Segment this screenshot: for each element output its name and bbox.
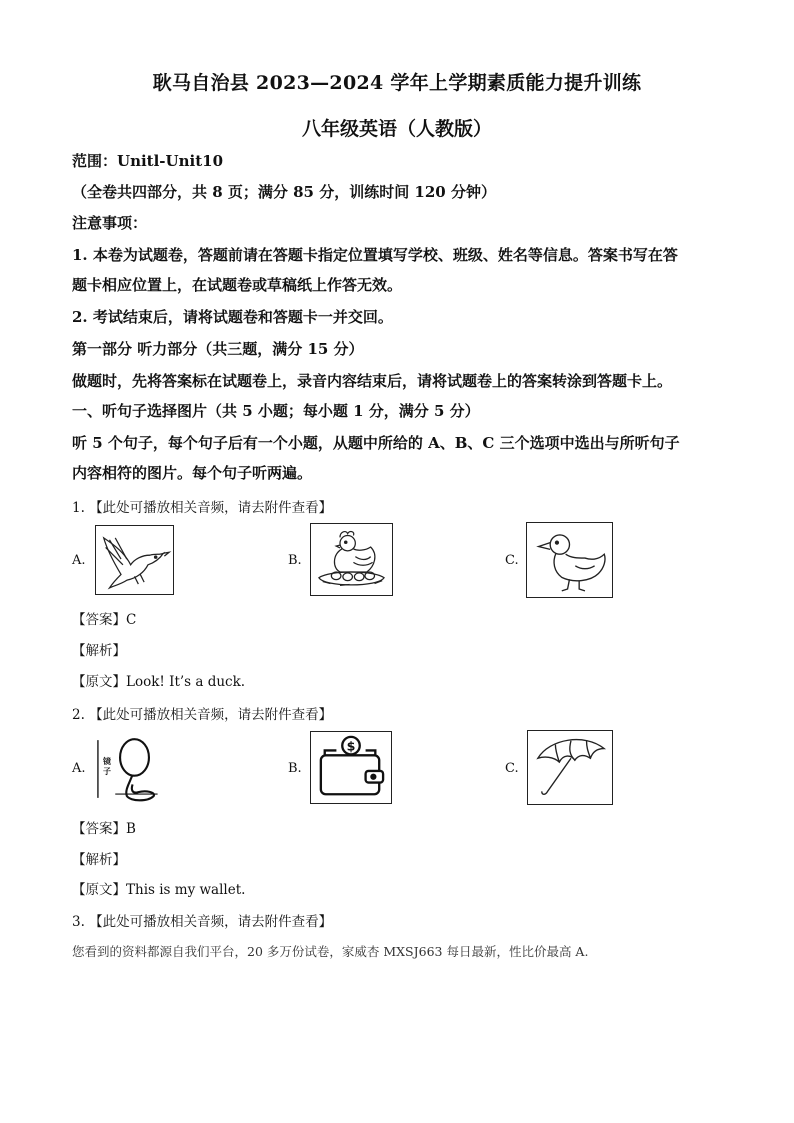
q2-option-b-label: B. xyxy=(288,761,302,776)
q2-option-a-label: A. xyxy=(72,761,86,776)
notice-title: 注意事项： xyxy=(72,214,148,232)
section1-title: 一、听句子选择图片（共 5 小题；每小题 1 分，满分 5 分） xyxy=(72,402,480,420)
part1-title: 第一部分 听力部分（共三题，满分 15 分） xyxy=(72,340,364,358)
q1-transcript: 【原文】Look! It’s a duck. xyxy=(72,674,246,690)
bird-icon xyxy=(95,525,174,595)
umbrella-icon xyxy=(527,730,613,805)
hen-on-nest-icon xyxy=(310,523,393,596)
q1-answer: 【答案】C xyxy=(72,612,137,628)
q2-analysis: 【解析】 xyxy=(72,852,126,868)
section1-desc-b: 内容相符的图片。每个句子听两遍。 xyxy=(72,464,313,482)
q1-option-a-label: A. xyxy=(72,553,86,568)
exam-subtitle: 八年级英语（人教版） xyxy=(301,118,492,140)
q2-transcript: 【原文】This is my wallet. xyxy=(72,882,246,898)
question-3-stem: 3. 【此处可播放相关音频，请去附件查看】 xyxy=(72,914,333,930)
q1-option-b-label: B. xyxy=(288,553,302,568)
q1-option-c-label: C. xyxy=(505,553,519,568)
footer-note: 您看到的资料都源自我们平台，20 多万份试卷，家威杏 MXSJ663 每日最新，性比价最高 A. xyxy=(72,944,589,959)
notice-item-2: 2. 考试结束后，请将试题卷和答题卡一并交回。 xyxy=(72,308,393,326)
svg-text:$: $ xyxy=(346,738,356,754)
notice-item-1b: 题卡相应位置上，在试题卷或草稿纸上作答无效。 xyxy=(72,276,403,294)
question-2-stem: 2. 【此处可播放相关音频，请去附件查看】 xyxy=(72,707,333,723)
q2-option-c-label: C. xyxy=(505,761,519,776)
mirror-caption: 镜子 xyxy=(103,756,111,776)
exam-title: 耿马自治县 2023—2024 学年上学期素质能力提升训练 xyxy=(152,72,642,94)
section1-desc-a: 听 5 个句子，每个句子后有一个小题，从题中所给的 A、B、C 三个选项中选出与所听句子 xyxy=(72,434,680,452)
mirror-icon xyxy=(95,733,174,805)
exam-info: （全卷共四部分，共 8 页；满分 85 分，训练时间 120 分钟） xyxy=(72,183,496,201)
duck-icon xyxy=(526,522,613,598)
part1-instruction: 做题时，先将答案标在试题卷上，录音内容结束后，请将试题卷上的答案转涂到答题卡上。 xyxy=(72,372,673,390)
notice-item-1a: 1. 本卷为试题卷，答题前请在答题卡指定位置填写学校、班级、姓名等信息。答案书写在答 xyxy=(72,246,678,264)
wallet-icon xyxy=(310,731,392,804)
q2-answer: 【答案】B xyxy=(72,821,136,837)
q1-analysis: 【解析】 xyxy=(72,643,126,659)
range-line: 范围：Unitl-Unit10 xyxy=(72,152,224,170)
question-1-stem: 1. 【此处可播放相关音频，请去附件查看】 xyxy=(72,500,333,516)
